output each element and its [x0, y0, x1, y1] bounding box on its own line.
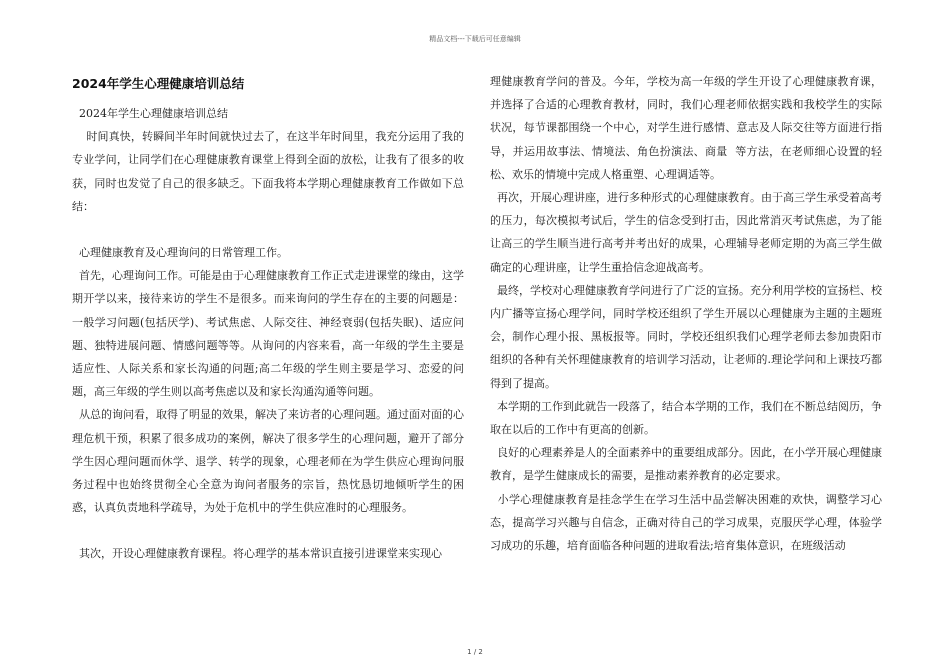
paragraph-gap: [72, 519, 464, 542]
right-column: [490, 70, 882, 557]
section-heading-paragraph: 心理健康教育及心理询问的日常管理工作。: [72, 246, 288, 260]
counseling-paragraph: 首先，心理询问工作。可能是由于心理健康教育工作正式走进课堂的缘由，这学期开学以来，接待来访的学生不是很多。而来询问的学生存在的主要的问题是：一般学习问题(包括厌学)、考试焦虑、人际交往、神经衰弱(包括失眠)、适应问题、独特进展问题、情感问题等等。从询问的内容来看，高一年级的学生主要是适应性、人际关系和家长沟通的问题;高二年级的学生则主要是学习、恋爱的问题，高三年级的学生则以高考焦虑以及和家长沟通沟通等问题。: [72, 269, 464, 399]
lecture-paragraph: 再次，开展心理讲座，进行多种形式的心理健康教育。由于高三学生承受着高考的压力，每次模拟考试后，学生的信念受到打击，因此常消灭考试焦虑，为了能让高三的学生顺当进行高考并考出好的成果，心理辅导老师定期的为高三学生做确定的心理讲座，让学生重拾信念迎战高考。: [490, 191, 882, 274]
curriculum-paragraph-continued: 理健康教育学问的普及。今年，学校为高一年级的学生开设了心理健康教育课，并选择了合适的心理教育教材，同时，我们心理老师依据实践和我校学生的实际状况，每节课都围绕一个中心，对学生进行感情、意志及人际交往等方面进行指导，并运用故事法、情境法、角色扮演法、商量 等方法，在老师细心设置的轻松、欢乐的情境中完成人格重塑、心理调适等。: [490, 75, 882, 181]
quality-paragraph: 良好的心理素养是人的全面素养中的重要组成部分。因此，在小学开展心理健康教育，是学生健康成长的需要，是推动素养教育的必定要求。: [490, 446, 882, 483]
conclusion-paragraph: 本学期的工作到此就告一段落了，结合本学期的工作，我们在不断总结阅历，争取在以后的工作中有更高的创新。: [490, 399, 882, 437]
intro-paragraph: 时间真快，转瞬间半年时间就快过去了，在这半年时间里，我充分运用了我的专业学问，让同学们在心理健康教育课堂上得到全面的放松，让我有了很多的收获，同时也发觉了自己的很多缺乏。下面我将本学期心理健康教育工作做如下总结：: [72, 130, 464, 213]
results-paragraph: 从总的询问看，取得了明显的效果，解决了来访者的心理问题。通过面对面的心理危机干预，积累了很多成功的案例，解决了很多学生的心理问题，避开了部分学生因心理问题而休学、退学、转学的现象，心理老师在为学生供应心理询问服务过程中也始终贯彻全心全意为询问者服务的宗旨，热忱恳切地倾听学生的困惑，认真负责地科学疏导，为处于危机中的学生供应准时的心理服务。: [72, 408, 464, 515]
primary-school-paragraph: 小学心理健康教育是挂念学生在学习生活中品尝解决困难的欢快，调整学习心态，提高学习兴趣与自信念，正确对待自己的学习成果，克服厌学心理，体验学习成功的乐趣，培育面临各种问题的进取看法;培育集体意识，在班级活动: [490, 492, 882, 553]
curriculum-paragraph-start: 其次，开设心理健康教育课程。将心理学的基本常识直接引进课堂来实现心: [72, 547, 442, 561]
page-number: 1 / 2: [467, 648, 483, 656]
header-note: 精品文档---下载后可任意编辑: [429, 35, 521, 43]
document-title: 2024年学生心理健康培训总结: [72, 76, 245, 91]
paragraph-gap: [72, 218, 464, 241]
publicity-paragraph: 最终，学校对心理健康教育学问进行了广泛的宣扬。充分利用学校的宣扬栏、校内广播等宣扬心理学问，同时学校还组织了学生开展以心理健康为主题的主题班会，制作心理小报、黑板报等。同时，学校还组织我们心理学老师去参加贵阳市组织的各种有关怀理健康教育的培训学习活动，让老师的.理论学问和上课技巧都得到了提高。: [490, 283, 882, 390]
subtitle-paragraph: 2024年学生心理健康培训总结: [72, 107, 228, 120]
left-column: [72, 70, 464, 566]
